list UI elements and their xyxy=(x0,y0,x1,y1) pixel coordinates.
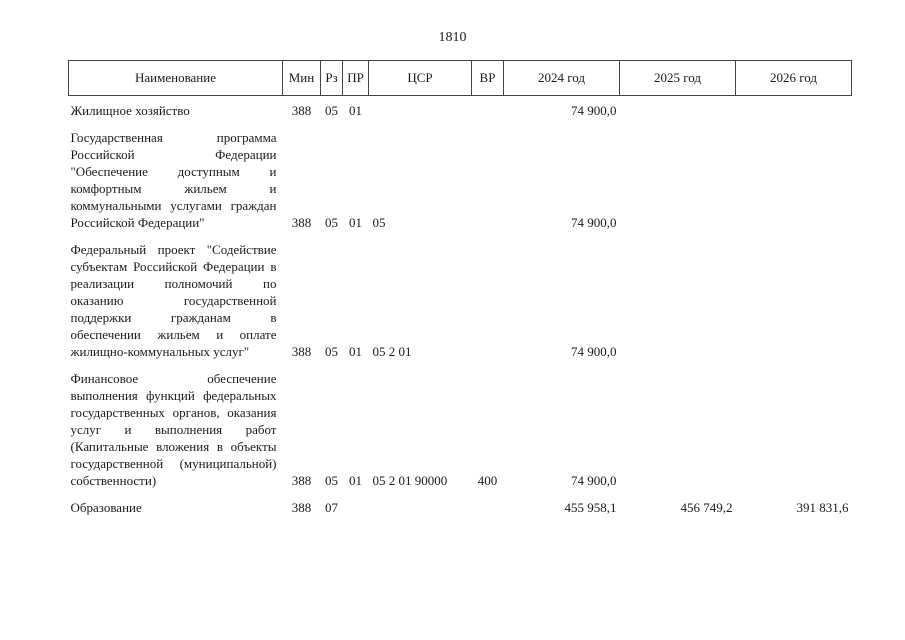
table-row xyxy=(69,360,852,489)
row-2024: 74 900,0 xyxy=(571,103,617,118)
row-2024: 74 900,0 xyxy=(571,473,617,488)
row-csr: 05 2 01 xyxy=(372,344,412,359)
row-pr: 01 xyxy=(349,473,362,488)
row-vr xyxy=(472,231,504,360)
header-2024: 2024 год xyxy=(504,61,620,96)
row-2025: 456 749,2 xyxy=(680,500,733,515)
header-vr: ВР xyxy=(472,61,504,96)
row-csr: 05 xyxy=(372,215,386,230)
row-2026 xyxy=(736,231,852,360)
row-2026: 391 831,6 xyxy=(796,500,849,515)
row-2025 xyxy=(620,360,736,489)
row-name: Образование xyxy=(70,500,142,515)
row-vr xyxy=(472,119,504,231)
row-2026 xyxy=(736,119,852,231)
row-min: 388 xyxy=(291,500,312,515)
row-rz: 05 xyxy=(325,473,338,488)
row-name: Федеральный проект "Содействие субъектам Российской Федерации в реализации полномочий по оказанию государственной поддержки гражданам в обеспечении жильем и оплате жилищно-коммунальных услуг" xyxy=(70,242,277,359)
row-csr: 05 2 01 90000 xyxy=(372,473,448,488)
header-rz: Рз xyxy=(321,61,343,96)
table-row xyxy=(69,489,852,516)
header-2026: 2026 год xyxy=(736,61,852,96)
row-pr xyxy=(343,489,369,516)
table-row xyxy=(69,119,852,231)
row-rz: 05 xyxy=(325,344,338,359)
row-2025 xyxy=(620,231,736,360)
row-pr: 01 xyxy=(349,215,362,230)
row-rz: 05 xyxy=(325,103,338,118)
table-body xyxy=(69,96,852,517)
row-min: 388 xyxy=(291,473,312,488)
table-row xyxy=(69,231,852,360)
header-2025: 2025 год xyxy=(620,61,736,96)
row-csr xyxy=(369,96,472,120)
header-csr: ЦСР xyxy=(369,61,472,96)
row-2026 xyxy=(736,360,852,489)
row-name: Государственная программа Российской Федерации "Обеспечение доступным и комфортным жильем и коммунальными услугами граждан Российской Федерации" xyxy=(70,130,277,230)
row-pr: 01 xyxy=(349,344,362,359)
table-row xyxy=(69,96,852,120)
row-pr: 01 xyxy=(349,103,362,118)
row-csr xyxy=(369,489,472,516)
row-2024: 74 900,0 xyxy=(571,344,617,359)
table-header xyxy=(69,61,852,96)
budget-table xyxy=(68,60,852,516)
header-name: Наименование xyxy=(69,61,283,96)
row-vr xyxy=(472,96,504,120)
row-2024: 74 900,0 xyxy=(571,215,617,230)
row-2026 xyxy=(736,96,852,120)
row-rz: 07 xyxy=(325,500,338,515)
row-2025 xyxy=(620,96,736,120)
row-vr: 400 xyxy=(477,473,498,488)
row-min: 388 xyxy=(291,344,312,359)
header-min: Мин xyxy=(283,61,321,96)
row-vr xyxy=(472,489,504,516)
row-min: 388 xyxy=(291,215,312,230)
row-rz: 05 xyxy=(325,215,338,230)
row-2025 xyxy=(620,119,736,231)
row-min: 388 xyxy=(291,103,312,118)
page-number: 1810 xyxy=(438,30,467,45)
header-pr: ПР xyxy=(343,61,369,96)
row-2024: 455 958,1 xyxy=(564,500,617,515)
row-name: Жилищное хозяйство xyxy=(70,103,190,118)
row-name: Финансовое обеспечение выполнения функций федеральных государственных органов, оказания услуг и выполнения работ (Капитальные вложения в объекты государственной (муниципальной) собственности) xyxy=(70,371,277,488)
